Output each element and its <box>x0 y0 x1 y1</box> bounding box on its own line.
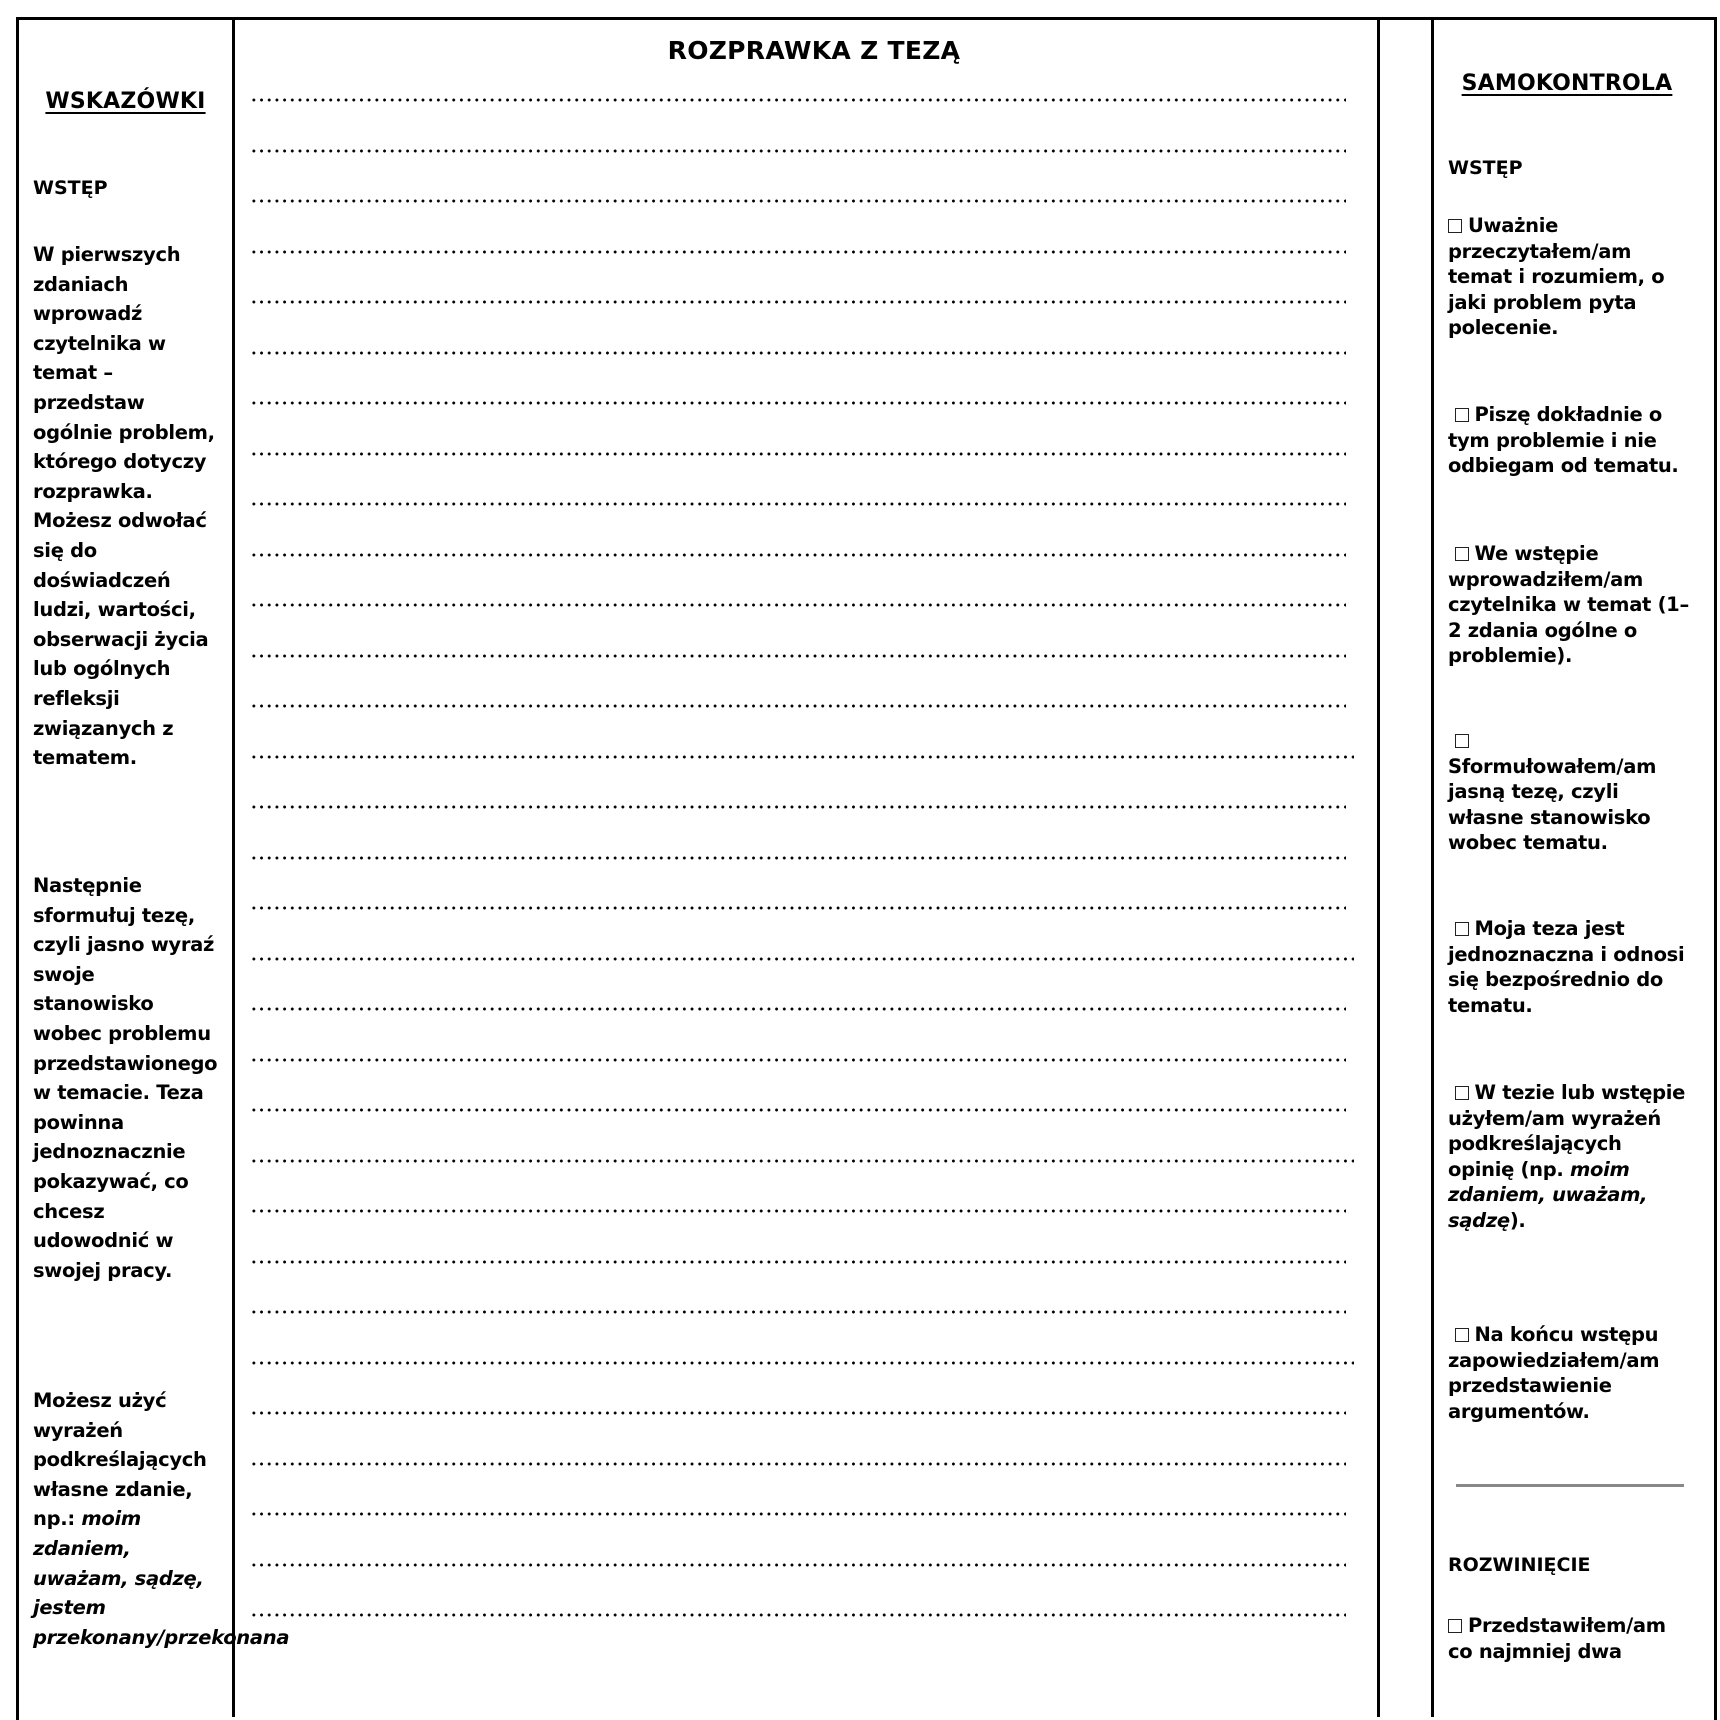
writing-line[interactable] <box>250 199 1346 203</box>
writing-line[interactable] <box>250 1613 1346 1617</box>
writing-line[interactable] <box>250 98 1346 102</box>
writing-line[interactable] <box>250 1361 1354 1365</box>
tips-paragraph-3 <box>33 1386 290 1652</box>
writing-line[interactable] <box>250 805 1346 809</box>
checkbox-icon[interactable] <box>1455 922 1469 936</box>
column-divider-middle <box>1377 17 1380 1717</box>
writing-line[interactable] <box>250 755 1354 759</box>
checkbox-icon[interactable] <box>1448 1619 1462 1633</box>
writing-line[interactable] <box>250 553 1346 557</box>
checklist-item[interactable] <box>1448 916 1693 1018</box>
tips-paragraph-2: Następnie sformułuj tezę, czyli jasno wyraź swoje stanowisko wobec problemu przedstawionego w temacie. Teza powinna jednoznacznie pokazywać, co chcesz udowodnić w swojej pracy. <box>33 874 218 1282</box>
tips-heading: WSKAZÓWKI <box>45 89 206 114</box>
writing-line[interactable] <box>250 1108 1346 1112</box>
writing-line[interactable] <box>250 351 1346 355</box>
checkbox-icon[interactable] <box>1455 408 1469 422</box>
writing-line[interactable] <box>250 1260 1346 1264</box>
checklist-item-text: Sformułowałem/am jasną tezę, czyli własne stanowisko wobec tematu. <box>1448 754 1657 854</box>
checklist-item-text: Piszę dokładnie o tym problemie i nie odbiegam od tematu. <box>1448 403 1679 477</box>
writing-line[interactable] <box>250 1058 1346 1062</box>
checklist-item[interactable] <box>1448 1613 1693 1664</box>
document-title: ROZPRAWKA Z TEZĄ <box>667 36 961 65</box>
self-check-heading: SAMOKONTROLA <box>1461 71 1673 96</box>
writing-line[interactable] <box>250 1310 1346 1314</box>
writing-line[interactable] <box>250 250 1346 254</box>
writing-line[interactable] <box>250 957 1354 961</box>
writing-line[interactable] <box>250 452 1346 456</box>
checklist-item-text: Uważnie przeczytałem/am temat i rozumiem, o jaki problem pyta polecenie. <box>1448 214 1665 339</box>
column-divider-left <box>232 17 235 1717</box>
writing-line[interactable] <box>250 603 1346 607</box>
tips-paragraph-3-text: Możesz użyć wyrażeń podkreślających własne zdanie, np.: <box>33 1389 207 1531</box>
checklist-item-text: Moja teza jest jednoznaczna i odnosi się bezpośrednio do tematu. <box>1448 917 1685 1017</box>
writing-line[interactable] <box>250 1512 1346 1516</box>
checkbox-icon[interactable] <box>1448 219 1462 233</box>
writing-line[interactable] <box>250 1411 1346 1415</box>
writing-line[interactable] <box>250 906 1346 910</box>
writing-line[interactable] <box>250 704 1346 708</box>
tips-paragraph-1: W pierwszych zdaniach wprowadź czytelnika w temat – przedstaw ogólnie problem, którego dotyczy rozprawka. Możesz odwołać się do doświadczeń ludzi, wartości, obserwacji życia lub ogólnych refleksji związanych z tematem. <box>33 243 215 770</box>
writing-line[interactable] <box>250 1007 1346 1011</box>
checklist-item-text: Na końcu wstępu zapowiedziałem/am przedstawienie argumentów. <box>1448 1323 1660 1423</box>
writing-line[interactable] <box>250 1159 1354 1163</box>
checklist-item[interactable] <box>1448 213 1693 341</box>
writing-line[interactable] <box>250 1563 1346 1567</box>
writing-line[interactable] <box>250 1209 1346 1213</box>
checklist-item[interactable] <box>1448 1322 1693 1424</box>
self-check-section-body: ROZWINIĘCIE <box>1448 1554 1591 1576</box>
self-check-section-intro: WSTĘP <box>1448 157 1523 179</box>
checklist-item-examples: moim zdaniem, uważam, sądzę <box>1448 1157 1648 1232</box>
checklist-item[interactable] <box>1448 1080 1693 1233</box>
checklist-item-text: Przedstawiłem/am co najmniej dwa <box>1448 1614 1666 1663</box>
tips-section-intro: WSTĘP <box>33 177 108 199</box>
column-divider-right <box>1431 17 1434 1717</box>
checkbox-icon[interactable] <box>1455 1328 1469 1342</box>
checklist-item-text: We wstępie wprowadziłem/am czytelnika w temat (1–2 zdania ogólne o problemie). <box>1448 542 1689 667</box>
writing-line[interactable] <box>250 149 1346 153</box>
checklist-item-text: W tezie lub wstępie użyłem/am wyrażeń podkreślających opinię (np. <box>1448 1081 1686 1181</box>
section-divider <box>1456 1484 1684 1487</box>
tips-paragraph-3-examples: moim zdaniem, uważam, sądzę, jestem przekonany/przekonana <box>33 1507 290 1649</box>
checklist-item-suffix: ). <box>1509 1208 1526 1232</box>
writing-line[interactable] <box>250 300 1346 304</box>
writing-line[interactable] <box>250 856 1346 860</box>
writing-line[interactable] <box>250 502 1346 506</box>
writing-line[interactable] <box>250 401 1346 405</box>
checklist-item[interactable] <box>1448 541 1693 669</box>
checkbox-icon[interactable] <box>1455 734 1469 748</box>
checklist-item[interactable] <box>1448 402 1693 479</box>
writing-line[interactable] <box>250 1462 1346 1466</box>
checklist-item[interactable] <box>1448 728 1693 856</box>
checkbox-icon[interactable] <box>1455 1086 1469 1100</box>
writing-line[interactable] <box>250 654 1346 658</box>
checkbox-icon[interactable] <box>1455 547 1469 561</box>
